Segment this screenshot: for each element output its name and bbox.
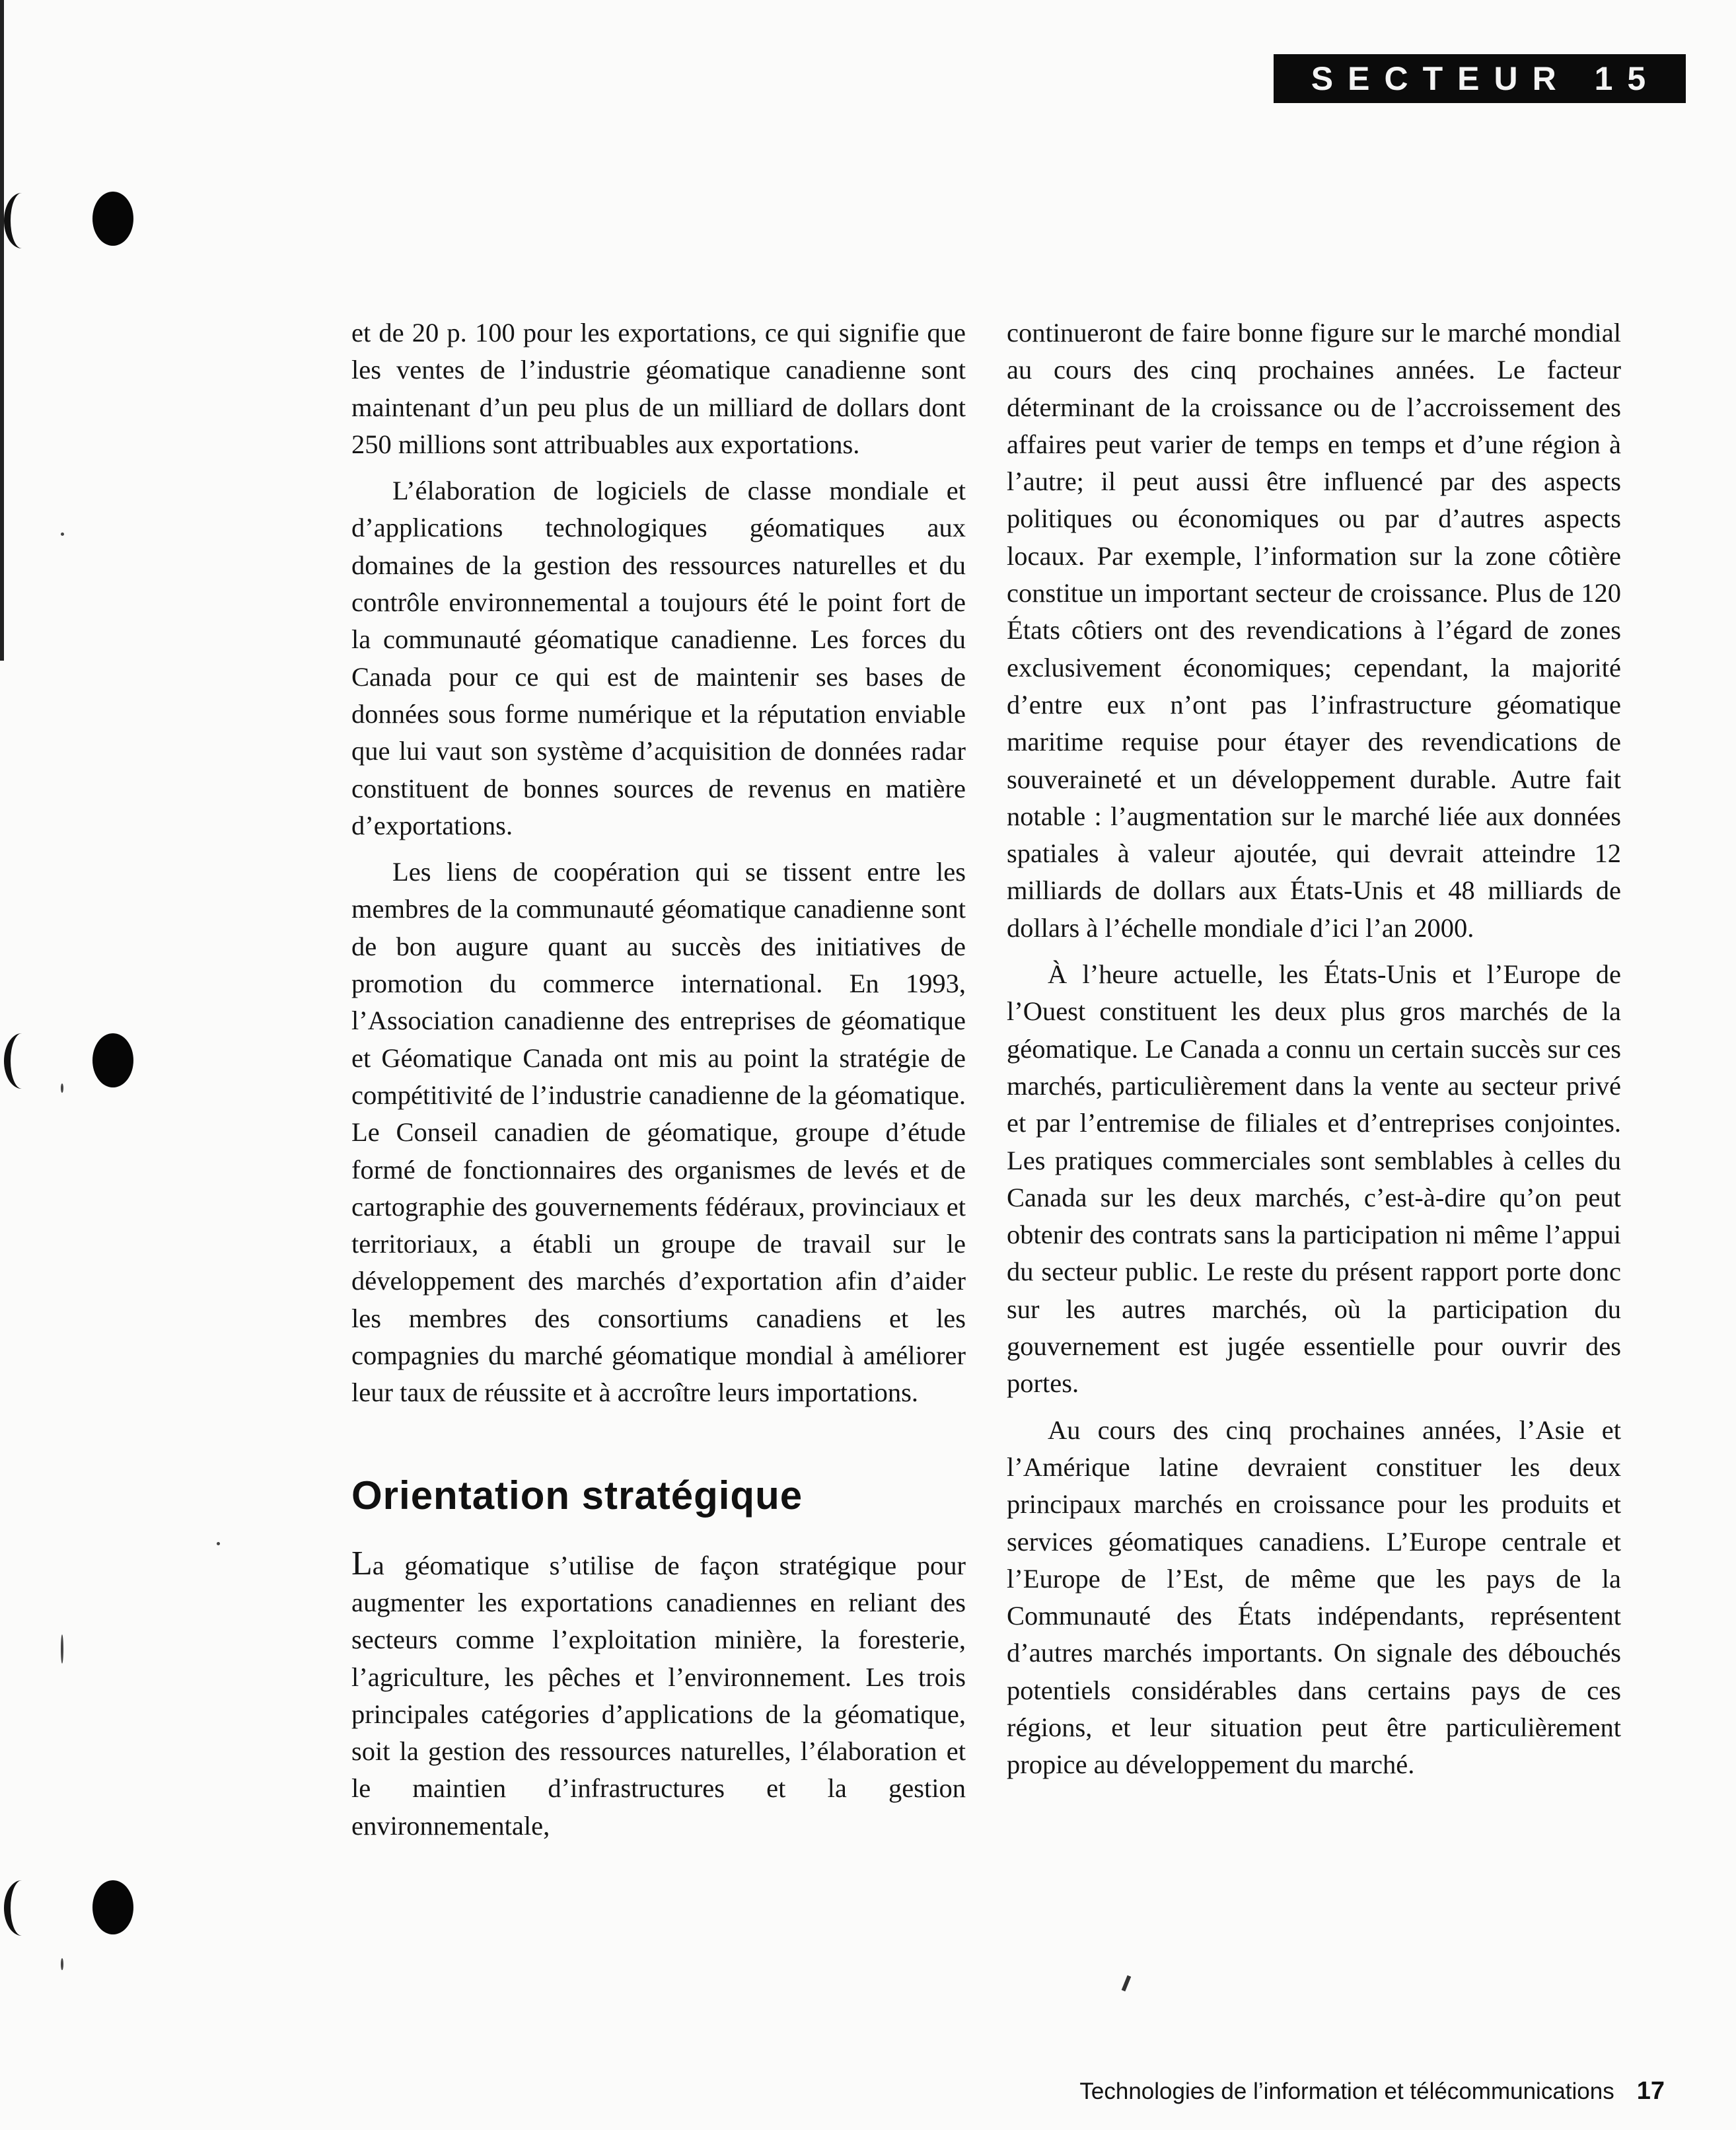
- stray-pen-mark: [1122, 1975, 1132, 1992]
- section-intro-text: a géomatique s’utilise de façon stratégique pour augmenter les exportations canadiennes en reliant des secteurs comme l’exploitation minière, la foresterie, l’agriculture, les pêches et l’environnement. Les trois principales catégories d’applications de la géomatique, soit la gestion des ressources naturelles, l’élaboration et le maintien d’infrastructures et la gestion environnementale,: [351, 1550, 966, 1841]
- body-paragraph: Les liens de coopération qui se tissent entre les membres de la communauté géomatique canadienne sont de bon augure quant au succès des initiatives de promotion du commerce international. En 1993, l’Association canadienne des entreprises de géomatique et Géomatique Canada ont mis au point la stratégie de compétitivité de l’industrie canadienne de la géomatique. Le Conseil canadien de géomatique, groupe d’étude formé de fonctionnaires des organismes de levés et de cartographie des gouvernements fédéraux, provinciaux et territoriaux, a établi un groupe de travail sur le développement des marchés d’exportation afin d’aider les membres des consortiums canadiens et les compagnies du marché géomatique mondial à améliorer leur taux de réussite et à accroître leurs importations.: [351, 857, 966, 1408]
- body-paragraph: L’élaboration de logiciels de classe mondiale et d’applications technologiques géomatiques aux domaines de la gestion des ressources naturelles et du contrôle environnemental a toujours été le point fort de la communauté géomatique canadienne. Les forces du Canada pour ce qui est de maintenir ses bases de données sous forme numérique et la réputation enviable que lui vaut son système d’acquisition de données radar constituent de bonnes sources de revenus en matière d’exportations.: [351, 476, 966, 840]
- drop-cap: L: [351, 1544, 373, 1582]
- scan-speck: [61, 1634, 63, 1664]
- body-paragraph: continueront de faire bonne figure sur le marché mondial au cours des cinq prochaines années. Le facteur déterminant de la croissance ou de l’accroissement des affaires peut varier de temps en temps et d’une région à l’autre; il peut aussi être influencé par des aspects politiques ou économiques ou par d’autres aspects locaux. Par exemple, l’information sur la zone côtière constitue un important secteur de croissance. Plus de 120 États côtiers ont des revendications à l’égard de zones exclusivement économiques; cependant, la majorité d’entre eux n’ont pas l’infrastructure géomatique maritime requise pour étayer des revendications de souveraineté et un développement durable. Autre fait notable : l’augmentation sur le marché liée aux données spatiales à valeur ajoutée, qui devrait atteindre 12 milliards de dollars aux États-Unis et 48 milliards de dollars à l’échelle mondiale d’ici l’an 2000.: [1007, 318, 1621, 943]
- scan-speck: [61, 532, 64, 536]
- section-heading: Orientation stratégique: [351, 1473, 803, 1518]
- binder-hole-shadow-middle: [4, 1033, 40, 1089]
- section-banner: [1274, 54, 1686, 103]
- scan-speck: [217, 1542, 220, 1545]
- punch-hole-middle: [92, 1033, 133, 1087]
- punch-hole-bottom: [92, 1880, 133, 1934]
- binder-hole-shadow-top: [4, 193, 40, 248]
- scan-speck: [61, 1083, 63, 1093]
- left-column: [351, 314, 966, 1854]
- punch-hole-top: [92, 192, 133, 246]
- section-label: SECTEUR 15: [1311, 60, 1661, 97]
- scan-speck: [61, 1958, 63, 1970]
- page-number: 17: [1636, 2077, 1665, 2105]
- section-intro-paragraph: [351, 1545, 966, 1845]
- body-paragraph: et de 20 p. 100 pour les exportations, ce qui signifie que les ventes de l’industrie géomatique canadienne sont maintenant d’un peu plus de un milliard de dollars dont 250 millions sont attribuables aux exportations.: [351, 318, 966, 459]
- scan-edge-line: [0, 0, 4, 661]
- right-column: [1007, 314, 1621, 1793]
- body-paragraph: Au cours des cinq prochaines années, l’Asie et l’Amérique latine devraient constituer les deux principaux marchés en croissance pour les produits et services géomatiques canadiens. L’Europe centrale et l’Europe de l’Est, de même que les pays de la Communauté des États indépendants, représentent d’autres marchés importants. On signale des débouchés potentiels considérables dans certains pays de ces régions, et leur situation peut être particulièrement propice au développement du marché.: [1007, 1414, 1621, 1780]
- binder-hole-shadow-bottom: [4, 1880, 40, 1936]
- page-footer: [1079, 2077, 1665, 2106]
- publication-title: Technologies de l’information et télécommunications: [1079, 2078, 1614, 2104]
- body-paragraph: À l’heure actuelle, les États-Unis et l’Europe de l’Ouest constituent les deux plus gros marchés de la géomatique. Le Canada a connu un certain succès sur ces marchés, particulièrement dans la vente au secteur privé et par l’entremise de filiales et d’entreprises conjointes. Les pratiques commerciales sont semblables à celles du Canada sur les deux marchés, c’est-à-dire qu’on peut obtenir des contrats sans la participation ni même l’appui du secteur public. Le reste du présent rapport porte donc sur les autres marchés, où la participation du gouvernement est jugée essentielle pour ouvrir des portes.: [1007, 959, 1621, 1399]
